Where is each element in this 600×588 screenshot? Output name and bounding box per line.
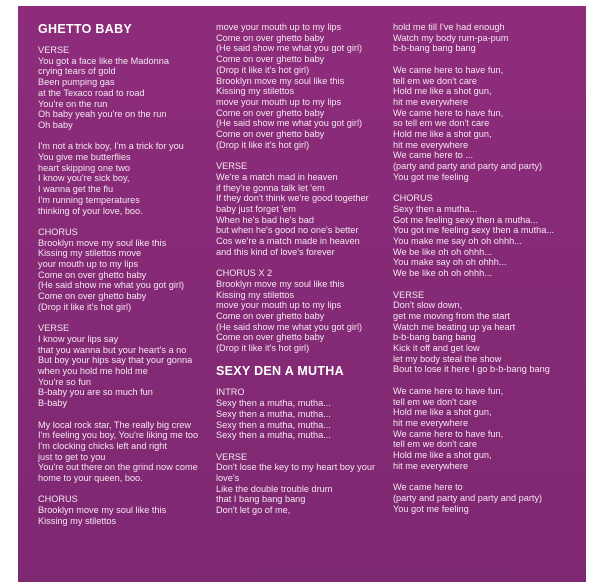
lyric-line: Kissing my stilettos (38, 515, 117, 526)
lyric-line: You got me feeling sexy then a mutha... (393, 225, 555, 236)
lyric-line: your mouth up to my lips (38, 259, 139, 270)
lyric-line: Brooklyn move my soul like this (38, 237, 167, 248)
lyric-line: You make me say oh oh ohhh... (393, 236, 522, 247)
lyric-line: move your mouth up to my lips (216, 300, 342, 311)
lyric-line: I'm feeling you boy, You're liking me too (38, 430, 199, 441)
lyric-line: INTRO (216, 387, 245, 398)
lyric-line: (Drop it like it's hot girl) (38, 301, 132, 312)
lyric-line: just to get to you (38, 451, 106, 462)
lyric-line: Come on over ghetto baby (216, 32, 325, 43)
lyric-line: Been pumping gas (38, 77, 115, 88)
lyric-line: Watch me beating up ya heart (393, 321, 516, 332)
lyrics-stanza (38, 420, 218, 484)
lyric-line: get me moving from the start (393, 310, 510, 321)
lyric-line: VERSE (216, 161, 248, 172)
lyric-line: tell em we don't care (393, 75, 477, 86)
lyric-line: Come on over ghetto baby (216, 310, 325, 321)
lyric-line: b-b-bang bang bang (393, 332, 476, 343)
lyric-line: When he's bad he's bad (216, 214, 315, 225)
lyrics-column-3 (393, 22, 573, 525)
lyrics-stanza (393, 193, 573, 279)
lyrics-stanza (393, 290, 573, 376)
lyrics-column-1 (38, 22, 218, 537)
lyric-line: Come on over ghetto baby (216, 54, 325, 65)
lyric-line: Kissing my stilettos (216, 289, 295, 300)
lyric-line: Come on over ghetto baby (38, 291, 147, 302)
lyric-line: tell em we don't care (393, 396, 477, 407)
lyric-line: thinking of your love, boo. (38, 205, 143, 216)
lyric-line: hit me everywhere (393, 460, 469, 471)
lyric-line: Cos we're a match made in heaven (216, 236, 360, 247)
lyrics-stanza (38, 141, 218, 216)
lyric-line: We came here to (393, 482, 463, 493)
lyric-line: We came here to ... (393, 150, 474, 161)
lyric-line: Sexy then a mutha... (393, 203, 478, 214)
lyric-line: Come on over ghetto baby (38, 269, 147, 280)
lyric-line: B-baby (38, 398, 68, 409)
lyric-line: Hold me like a shot gun, (393, 86, 492, 97)
lyric-line: We're a match mad in heaven (216, 171, 338, 182)
lyric-line: move your mouth up to my lips (216, 22, 342, 32)
lyric-line: Kissing my stilettos (216, 86, 295, 97)
lyric-line: hit me everywhere (393, 417, 469, 428)
lyric-line: I'm running temperatures (38, 194, 140, 205)
lyrics-stanza (216, 161, 392, 257)
lyric-line: (Drop it like it's hot girl) (216, 64, 310, 75)
lyric-line: If they don't think we're good together (216, 193, 369, 204)
lyric-line: CHORUS (38, 226, 78, 237)
lyric-line: We be like oh oh ohhh... (393, 246, 492, 257)
lyric-line: You're out there on the grind now come (38, 462, 198, 473)
lyric-line: CHORUS (38, 494, 78, 505)
lyric-line: when you hold me hold me (38, 366, 148, 377)
lyric-line: I'm not a trick boy, I'm a trick for you (38, 141, 184, 152)
lyric-line: VERSE (38, 323, 70, 334)
lyric-line: My local rock star, The really big crew (38, 419, 192, 430)
lyric-line: but when he's good no one's better (216, 225, 359, 236)
lyric-line: I know your lips say (38, 333, 119, 344)
lyric-line: and this kind of love's forever (216, 246, 335, 257)
lyric-line: Don't slow down, (393, 300, 463, 311)
lyrics-stanza (216, 452, 392, 516)
lyric-line: You got me feeling (393, 171, 469, 182)
lyric-line: (Drop it like it's hot girl) (216, 139, 310, 150)
lyric-line: move your mouth up to my lips (216, 96, 342, 107)
lyric-line: You got a face like the Madonna (38, 55, 169, 66)
lyrics-stanza (393, 22, 573, 54)
lyric-line: (He said show me what you got girl) (216, 43, 363, 54)
lyric-line: Like the double trouble drum (216, 483, 333, 494)
lyric-line: so tell em we don't care (393, 118, 490, 129)
lyric-line: at the Texaco road to road (38, 87, 145, 98)
lyric-line: Got me feeling sexy then a mutha... (393, 214, 539, 225)
lyrics-stanza (38, 45, 218, 131)
lyric-line: hold me till I've had enough (393, 22, 505, 32)
lyric-line: We be like oh oh ohhh... (393, 268, 492, 279)
lyric-line: Sexy then a mutha, mutha... (216, 419, 331, 430)
lyric-line: We came here to have fun, (393, 428, 504, 439)
lyrics-column-2 (216, 22, 392, 527)
song-title: GHETTO BABY (38, 22, 133, 36)
lyric-line: Sexy then a mutha, mutha... (216, 398, 331, 409)
lyrics-stanza (393, 65, 573, 183)
lyric-line: (Drop it like it's hot girl) (216, 343, 310, 354)
lyric-line: Come on over ghetto baby (216, 129, 325, 140)
lyric-line: if they're gonna talk let 'em (216, 182, 325, 193)
lyric-line: (party and party and party and party) (393, 492, 543, 503)
lyrics-stanza (38, 227, 218, 313)
lyric-line: You make say oh oh ohhh... (393, 257, 507, 268)
lyric-line: (party and party and party and party) (393, 161, 543, 172)
lyric-line: hit me everywhere (393, 96, 469, 107)
lyric-line: baby just forget 'em (216, 203, 296, 214)
lyric-line: We came here to have fun, (393, 385, 504, 396)
lyric-line: VERSE (393, 289, 425, 300)
lyric-line: that you wanna but your heart's a no (38, 344, 187, 355)
lyrics-stanza (216, 387, 392, 441)
lyric-line: b-b-bang bang bang (393, 43, 476, 54)
lyric-line: Don't lose the key to my heart boy your (216, 462, 376, 473)
lyric-line: But boy your hips say that your gonna (38, 355, 193, 366)
lyric-line: Oh baby (38, 119, 73, 130)
lyrics-page (18, 6, 586, 582)
lyric-line: (He said show me what you got girl) (216, 118, 363, 129)
lyrics-stanza (393, 482, 573, 514)
lyrics-stanza (216, 22, 392, 150)
lyric-line: home to your queen, boo. (38, 473, 143, 484)
lyric-line: I'm clocking chicks left and right (38, 440, 167, 451)
lyric-line: Oh baby yeah you're on the run (38, 109, 167, 120)
lyric-line: You're so fun (38, 376, 92, 387)
lyric-line: CHORUS (393, 193, 433, 204)
lyric-line: (He said show me what you got girl) (216, 321, 363, 332)
lyric-line: CHORUS X 2 (216, 268, 273, 279)
lyric-line: heart skipping one two (38, 162, 130, 173)
lyric-line: Come on over ghetto baby (216, 332, 325, 343)
lyric-line: Brooklyn move my soul like this (216, 278, 345, 289)
lyric-line: let my body steal the show (393, 353, 502, 364)
lyric-line: VERSE (38, 45, 70, 55)
lyric-line: Hold me like a shot gun, (393, 450, 492, 461)
lyric-line: that I bang bang bang (216, 494, 306, 505)
lyric-line: You give me butterflies (38, 152, 131, 163)
lyric-line: Watch my body rum-pa-pum (393, 32, 509, 43)
lyric-line: tell em we don't care (393, 439, 477, 450)
lyric-line: Brooklyn move my soul like this (38, 505, 167, 516)
lyrics-stanza (38, 494, 218, 526)
lyric-line: I wanna get the flu (38, 184, 114, 195)
lyric-line: Bout to lose it here I go b-b-bang bang (393, 364, 550, 375)
lyric-line: We came here to have fun, (393, 107, 504, 118)
lyrics-stanza (38, 323, 218, 409)
lyric-line: Kissing my stilettos move (38, 248, 142, 259)
lyric-line: You're on the run (38, 98, 108, 109)
lyric-line: B-baby you are so much fun (38, 387, 153, 398)
lyric-line: Don't let go of me, (216, 505, 291, 516)
lyric-line: Hold me like a shot gun, (393, 129, 492, 140)
lyric-line: Sexy then a mutha, mutha... (216, 430, 331, 441)
lyric-line: Hold me like a shot gun, (393, 407, 492, 418)
lyrics-stanza (393, 386, 573, 472)
lyric-line: crying tears of gold (38, 66, 116, 77)
lyrics-stanza (216, 268, 392, 354)
lyric-line: I know you're sick boy, (38, 173, 130, 184)
lyric-line: We came here to have fun, (393, 64, 504, 75)
lyric-line: hit me everywhere (393, 139, 469, 150)
lyric-line: Come on over ghetto baby (216, 107, 325, 118)
lyric-line: You got me feeling (393, 503, 469, 514)
song-title: SEXY DEN A MUTHA (216, 364, 344, 379)
lyric-line: VERSE (216, 451, 248, 462)
lyric-line: Sexy then a mutha, mutha... (216, 408, 331, 419)
lyric-line: (He said show me what you got girl) (38, 280, 185, 291)
lyric-line: love's (216, 473, 240, 484)
lyric-line: Brooklyn move my soul like this (216, 75, 345, 86)
lyric-line: Kick it off and get low (393, 343, 480, 354)
